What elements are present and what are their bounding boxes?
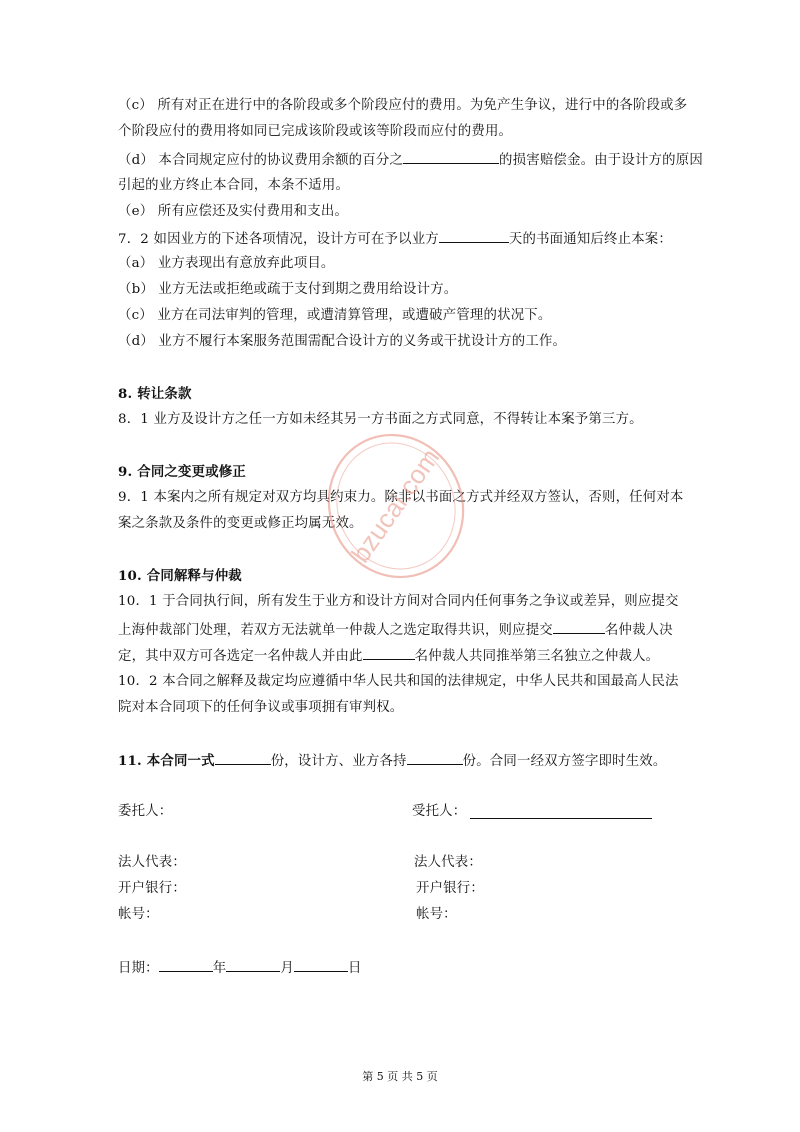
trustee-signature-line[interactable] — [470, 818, 652, 819]
clause-7-2-b: （b） 业方无法或拒绝或疏于支付到期之费用给设计方。 — [118, 282, 458, 297]
copies-each-blank[interactable] — [407, 750, 463, 765]
clause-10-2-line-2: 院对本合同项下的任何争议或事项拥有审判权。 — [118, 700, 404, 715]
clause-7-1-e: （e） 所有应偿还及实付费用和支出。 — [118, 204, 349, 219]
client-bank-label: 开户银行： — [118, 881, 186, 896]
clause-7-2-a: （a） 业方表现出有意放弃此项目。 — [118, 256, 335, 271]
section-10-heading: 10. 合同解释与仲裁 — [118, 568, 242, 584]
clause-7-1-d-line-2: 引起的业方终止本合同，本条不适用。 — [118, 178, 350, 193]
notice-days-blank[interactable] — [439, 228, 509, 243]
date-year-blank[interactable] — [159, 957, 213, 972]
copies-blank[interactable] — [215, 750, 271, 765]
clause-7-1-d-line-1: （d） 本合同规定应付的协议费用余额的百分之 的损害赔偿金。由于设计方的原因 — [118, 149, 703, 171]
trustee-bank-label: 开户银行： — [416, 881, 484, 896]
clause-7-2-c: （c） 业方在司法审判的管理，或遭清算管理，或遭破产管理的状况下。 — [118, 308, 552, 323]
arbitrator-count-blank[interactable] — [553, 619, 605, 634]
clause-9-1-line-2: 案之条款及条件的变更或修正均属无效。 — [118, 516, 363, 531]
clause-10-2-line-1: 10．2 本合同之解释及裁定均应遵循中华人民共和国的法律规定，中华人民共和国最高人民法 — [118, 674, 679, 689]
clause-10-1-line-3: 定，其中双方可各选定一名仲裁人并由此 名仲裁人共同推举第三名独立之仲裁人。 — [118, 645, 659, 667]
clause-10-1-line-2: 上海仲裁部门处理，若双方无法就单一仲裁人之选定取得共识，则应提交 名仲裁人决 — [118, 619, 673, 641]
date-day-blank[interactable] — [294, 957, 348, 972]
section-8-heading: 8. 转让条款 — [118, 386, 192, 402]
trustee-label: 受托人： — [412, 804, 467, 819]
date-month-blank[interactable] — [226, 957, 280, 972]
clause-7-1-c-line-2: 个阶段应付的费用将如同已完成该阶段或该等阶段而应付的费用。 — [118, 124, 513, 139]
clause-7-2-d: （d） 业方不履行本案服务范围需配合设计方的义务或干扰设计方的工作。 — [118, 334, 567, 349]
clause-7-2: 7．2 如因业方的下述各项情况，设计方可在予以业方 天的书面通知后终止本案： — [118, 228, 672, 250]
page-number-footer: 第 5 页 共 5 页 — [362, 1070, 438, 1083]
watermark-text: bzucai.com — [345, 442, 446, 568]
client-legal-rep-label: 法人代表： — [118, 855, 186, 870]
clause-8-1: 8．1 业方及设计方之任一方如未经其另一方书面之方式同意，不得转让本案予第三方。 — [118, 412, 643, 427]
clause-10-1-line-1: 10．1 于合同执行间，所有发生于业方和设计方间对合同内任何事务之争议或差异，则应提交 — [118, 594, 679, 609]
section-11: 11. 本合同一式 份，设计方、业方各持 份。合同一经双方签字即时生效。 — [118, 750, 666, 772]
trustee-account-label: 帐号： — [416, 907, 457, 922]
clause-7-1-c-line-1: （c） 所有对正在进行中的各阶段或多个阶段应付的费用。为免产生争议，进行中的各阶段或多 — [118, 98, 688, 113]
date-line: 日期： 年 月 日 — [118, 957, 362, 979]
clause-9-1-line-1: 9．1 本案内之所有规定对双方均具约束力。除非以书面之方式并经双方签认，否则，任何对本 — [118, 490, 684, 505]
trustee-legal-rep-label: 法人代表： — [414, 855, 482, 870]
client-label: 委托人： — [118, 804, 173, 819]
arbitrator-elect-blank[interactable] — [363, 645, 415, 660]
client-account-label: 帐号： — [118, 907, 159, 922]
section-9-heading: 9. 合同之变更或修正 — [118, 464, 246, 480]
percentage-blank[interactable] — [403, 149, 499, 164]
